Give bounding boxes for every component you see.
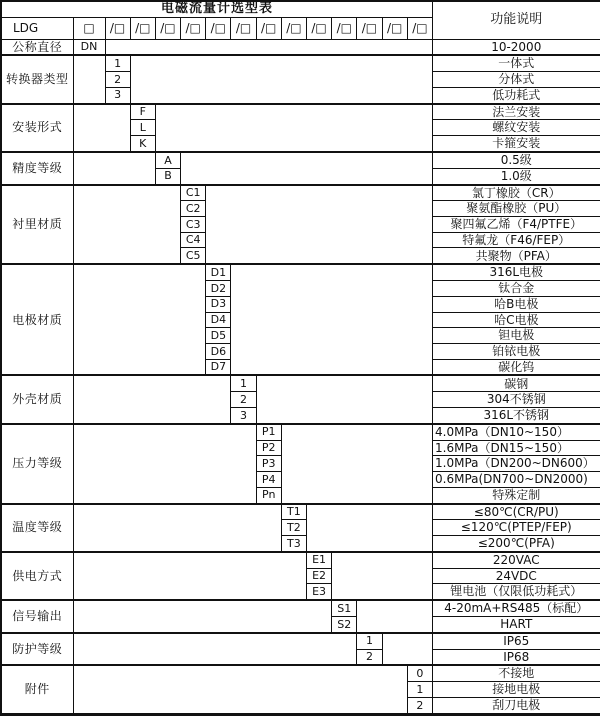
option-description: 1.0级 (433, 168, 600, 184)
option-code: D2 (206, 281, 231, 297)
category-label: 外壳材质 (1, 375, 73, 423)
empty-region (105, 39, 433, 55)
empty-region (73, 55, 105, 103)
empty-region (73, 665, 407, 714)
code-placeholder-slot: /□ (332, 17, 357, 39)
option-code: 2 (231, 392, 256, 408)
option-description: 哈C电极 (433, 312, 600, 328)
option-code: E1 (307, 552, 332, 568)
option-code: 0 (407, 665, 432, 681)
option-code: P1 (256, 424, 281, 440)
empty-region (73, 633, 357, 666)
option-code: T1 (281, 504, 306, 520)
category-label: 安装形式 (1, 104, 73, 152)
code-placeholder-slot: /□ (256, 17, 281, 39)
model-prefix: LDG (1, 17, 73, 39)
option-code: P3 (256, 456, 281, 472)
option-code: L (130, 120, 155, 136)
code-placeholder-slot: /□ (307, 17, 332, 39)
empty-region (256, 375, 432, 423)
option-code: P2 (256, 440, 281, 456)
option-code: E3 (307, 584, 332, 600)
option-description: 4-20mA+RS485（标配） (433, 600, 600, 616)
option-code: 1 (231, 375, 256, 391)
empty-region (73, 424, 256, 504)
option-code: S2 (332, 616, 357, 632)
option-code: D7 (206, 359, 231, 375)
option-description: HART (433, 616, 600, 632)
option-description: 0.5级 (433, 152, 600, 168)
category-label: 供电方式 (1, 552, 73, 600)
option-code: C1 (181, 185, 206, 201)
option-code: D6 (206, 343, 231, 359)
empty-region (332, 552, 433, 600)
code-placeholder-slot: /□ (130, 17, 155, 39)
code-placeholder-slot: /□ (382, 17, 407, 39)
option-description: 10-2000 (433, 39, 600, 55)
option-code: A (155, 152, 180, 168)
option-description: 0.6MPa(DN700~DN2000) (433, 472, 600, 488)
empty-region (73, 600, 332, 633)
option-description: 哈B电极 (433, 296, 600, 312)
option-description: 螺纹安装 (433, 120, 600, 136)
option-code: T3 (281, 536, 306, 552)
code-placeholder-box: □ (73, 17, 105, 39)
option-description: 法兰安装 (433, 104, 600, 120)
option-description: IP65 (433, 633, 600, 649)
option-code: D4 (206, 312, 231, 328)
option-description: 304不锈钢 (433, 392, 600, 408)
empty-region (73, 185, 181, 265)
option-description: 低功耗式 (433, 87, 600, 103)
option-description: 316L不锈钢 (433, 407, 600, 423)
option-code: D3 (206, 296, 231, 312)
category-label: 精度等级 (1, 152, 73, 185)
category-label: 温度等级 (1, 504, 73, 552)
code-placeholder-slot: /□ (357, 17, 382, 39)
option-code: T2 (281, 520, 306, 536)
empty-region (181, 152, 433, 185)
option-description: 特殊定制 (433, 487, 600, 503)
category-label: 信号输出 (1, 600, 73, 633)
option-description: ≤80℃(CR/PU) (433, 504, 600, 520)
option-code: C4 (181, 232, 206, 248)
empty-region (73, 104, 130, 152)
option-code: Pn (256, 487, 281, 503)
code-placeholder-slot: /□ (181, 17, 206, 39)
option-description: 特氟龙（F46/FEP） (433, 232, 600, 248)
option-code: P4 (256, 472, 281, 488)
option-description: 碳钢 (433, 375, 600, 391)
option-code: DN (73, 39, 105, 55)
empty-region (307, 504, 433, 552)
empty-region (73, 264, 206, 375)
option-code: C3 (181, 217, 206, 233)
option-description: 共聚物（PFA） (433, 248, 600, 264)
option-description: ≤120℃(PTEP/FEP) (433, 520, 600, 536)
option-code: 2 (407, 697, 432, 714)
option-description: 氯丁橡胶（CR） (433, 185, 600, 201)
option-description: 分体式 (433, 72, 600, 88)
option-code: 2 (357, 649, 382, 665)
option-description: 碳化钨 (433, 359, 600, 375)
option-description: 钽电极 (433, 328, 600, 344)
option-code: 1 (105, 55, 130, 71)
empty-region (73, 152, 155, 185)
option-code: 3 (231, 407, 256, 423)
option-code: S1 (332, 600, 357, 616)
option-description: 聚四氟乙烯（F4/PTFE） (433, 217, 600, 233)
code-placeholder-slot: /□ (231, 17, 256, 39)
empty-region (382, 633, 432, 666)
code-placeholder-slot: /□ (206, 17, 231, 39)
option-description: ≤200℃(PFA) (433, 536, 600, 552)
option-description: 24VDC (433, 568, 600, 584)
category-label: 公称直径 (1, 39, 73, 55)
category-label: 附件 (1, 665, 73, 714)
empty-region (130, 55, 432, 103)
option-description: 不接地 (433, 665, 600, 681)
option-description: 1.0MPa（DN200~DN600） (433, 456, 600, 472)
option-code: 1 (357, 633, 382, 649)
option-description: 聚氨酯橡胶（PU） (433, 201, 600, 217)
empty-region (357, 600, 433, 633)
option-code: D1 (206, 264, 231, 280)
option-description: 4.0MPa（DN10~150） (433, 424, 600, 440)
table-title: 电磁流量计选型表 (1, 1, 433, 17)
code-placeholder-slot: /□ (155, 17, 180, 39)
option-code: 2 (105, 72, 130, 88)
category-label: 压力等级 (1, 424, 73, 504)
option-code: B (155, 168, 180, 184)
option-description: 铂铱电极 (433, 343, 600, 359)
category-label: 转换器类型 (1, 55, 73, 103)
category-label: 衬里材质 (1, 185, 73, 265)
option-description: 卡箍安装 (433, 136, 600, 152)
option-description: 锂电池（仅限低功耗式） (433, 584, 600, 600)
option-description: 一体式 (433, 55, 600, 71)
option-description: 220VAC (433, 552, 600, 568)
option-description: 钛合金 (433, 281, 600, 297)
option-code: C2 (181, 201, 206, 217)
option-code: F (130, 104, 155, 120)
empty-region (281, 424, 432, 504)
option-code: 1 (407, 682, 432, 698)
option-code: 3 (105, 87, 130, 103)
option-description: 1.6MPa（DN15~150） (433, 440, 600, 456)
code-placeholder-slot: /□ (281, 17, 306, 39)
option-description: IP68 (433, 649, 600, 665)
category-label: 电极材质 (1, 264, 73, 375)
option-code: K (130, 136, 155, 152)
option-description: 刮刀电极 (433, 697, 600, 714)
option-description: 接地电极 (433, 682, 600, 698)
option-code: C5 (181, 248, 206, 264)
code-placeholder-slot: /□ (105, 17, 130, 39)
empty-region (231, 264, 433, 375)
empty-region (73, 375, 231, 423)
category-label: 防护等级 (1, 633, 73, 666)
option-description: 316L电极 (433, 264, 600, 280)
function-column-header: 功能说明 (433, 1, 600, 39)
empty-region (73, 552, 307, 600)
empty-region (155, 104, 432, 152)
empty-region (206, 185, 433, 265)
option-code: E2 (307, 568, 332, 584)
code-placeholder-slot: /□ (407, 17, 432, 39)
empty-region (73, 504, 281, 552)
option-code: D5 (206, 328, 231, 344)
